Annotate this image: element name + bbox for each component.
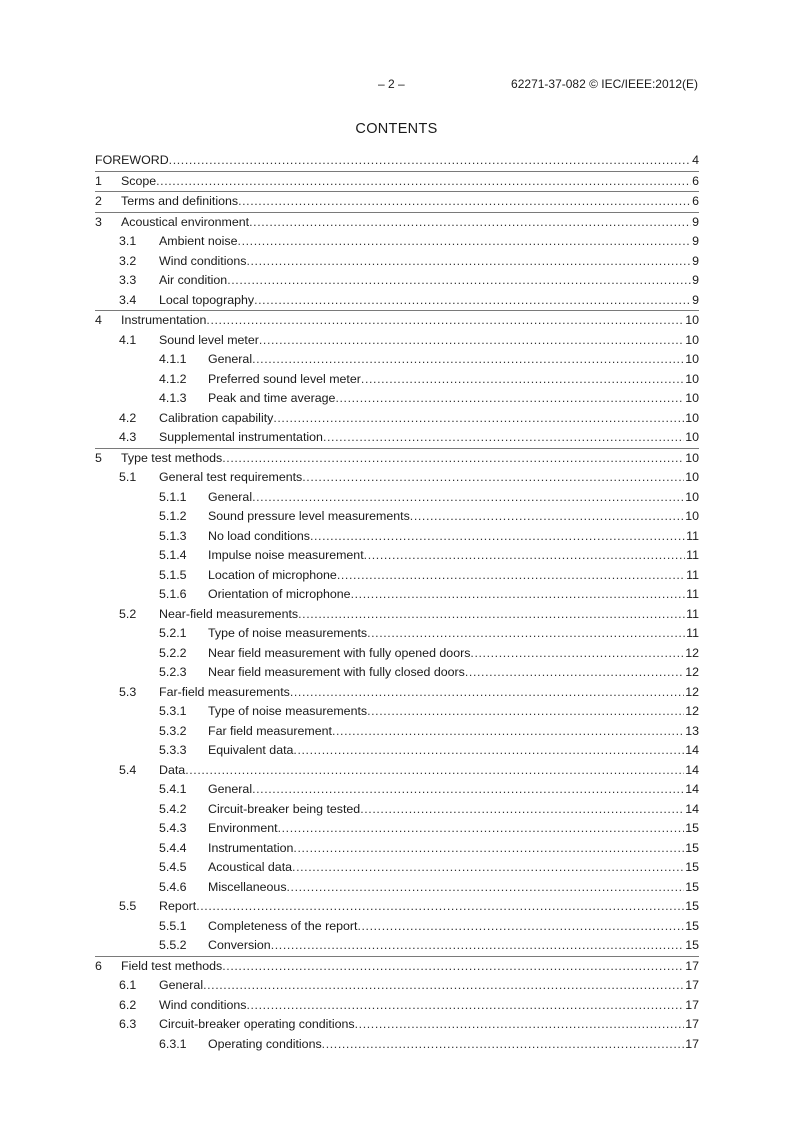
toc-entry-number: 6: [95, 958, 102, 973]
dot-leader: [278, 819, 685, 839]
toc-entry[interactable]: [95, 350, 699, 370]
toc-entry[interactable]: [95, 976, 699, 996]
toc-entry-label: Completeness of the report: [208, 918, 358, 933]
toc-entry-label: Preferred sound level meter: [208, 371, 361, 386]
dot-leader: [470, 644, 684, 664]
toc-entry-page: 11: [686, 587, 699, 601]
toc-entry-label: Near field measurement with fully opened doors: [208, 645, 471, 660]
toc-entry-line: [121, 449, 699, 469]
toc-entry-number: 5.5.1: [159, 918, 187, 933]
dot-leader: [206, 311, 684, 331]
toc-entry-number: 4: [95, 313, 102, 327]
toc-entry-number: 4.1: [119, 332, 137, 347]
toc-entry-line: [159, 409, 699, 429]
toc-entry-label: General: [208, 782, 253, 796]
toc-entry-line: [208, 644, 699, 664]
toc-entry-label: Near-field measurements: [159, 606, 299, 621]
toc-entry-line: [208, 546, 699, 566]
toc-entry[interactable]: [95, 370, 699, 390]
toc-entry-label: Circuit-breaker operating conditions: [159, 1017, 355, 1031]
toc-entry-number: 5.4: [119, 762, 137, 777]
toc-entry[interactable]: [95, 702, 699, 722]
toc-entry-line: [159, 1015, 699, 1035]
dot-leader: [335, 389, 684, 409]
toc-entry[interactable]: [95, 172, 699, 193]
toc-entry-label: Orientation of microphone: [208, 587, 351, 601]
toc-entry[interactable]: [95, 722, 699, 742]
toc-entry[interactable]: [95, 761, 699, 781]
toc-entry-page: 10: [685, 430, 699, 444]
toc-entry-label: Wind conditions: [159, 253, 247, 268]
dot-leader: [185, 761, 684, 781]
toc-entry-label: General test requirements: [159, 470, 303, 484]
toc-entry[interactable]: [95, 449, 699, 469]
toc-entry-line: [208, 370, 699, 390]
toc-entry[interactable]: [95, 800, 699, 820]
toc-entry[interactable]: [95, 819, 699, 839]
toc-entry-line: [208, 839, 699, 859]
toc-entry-page: 10: [685, 371, 699, 386]
toc-entry-line: [208, 878, 699, 898]
toc-entry[interactable]: [95, 663, 699, 683]
toc-entry-line: [159, 683, 699, 703]
toc-entry-page: 15: [685, 899, 699, 913]
dot-leader: [367, 702, 684, 722]
toc-entry-page: 13: [685, 723, 699, 738]
toc-entry[interactable]: [95, 605, 699, 625]
toc-entry-number: 6.3: [119, 1017, 137, 1031]
toc-entry-page: 10: [685, 352, 699, 366]
toc-entry-line: [208, 350, 699, 370]
toc-entry-line: [121, 957, 699, 977]
toc-entry-label: Type of noise measurements: [208, 704, 368, 718]
toc-entry-page: 11: [686, 567, 699, 582]
toc-entry-line: [208, 936, 699, 956]
toc-entry-page: 12: [685, 645, 699, 660]
document-id: 62271-37-082 © IEC/IEEE:2012(E): [511, 77, 698, 91]
toc-entry-page: 15: [685, 879, 699, 894]
toc-entry-line: [159, 271, 699, 291]
toc-entry-page: 14: [685, 801, 699, 816]
toc-entry[interactable]: [95, 527, 699, 547]
toc-entry-page: 10: [685, 450, 699, 465]
toc-entry-page: 14: [685, 782, 699, 796]
toc-entry-label: Data: [159, 762, 186, 777]
toc-entry-page: 11: [686, 606, 699, 621]
dot-leader: [298, 605, 685, 625]
dot-leader: [273, 409, 684, 429]
toc-entry-number: 5.2: [119, 606, 137, 621]
toc-entry-line: [208, 917, 699, 937]
toc-entry-page: 9: [692, 214, 699, 229]
dot-leader: [410, 507, 684, 527]
toc-entry-label: Wind conditions: [159, 997, 247, 1012]
toc-entry-number: 5.3.1: [159, 704, 187, 718]
toc-entry-label: Supplemental instrumentation: [159, 430, 323, 444]
toc-entry-page: 9: [692, 273, 699, 287]
toc-entry-label: Operating conditions: [208, 1036, 322, 1051]
toc-entry[interactable]: [95, 291, 699, 312]
toc-entry-label: Far field measurement: [208, 723, 332, 738]
toc-entry[interactable]: [95, 468, 699, 488]
toc-entry[interactable]: [95, 936, 699, 957]
dot-leader: [323, 428, 684, 448]
toc-entry-line: [208, 663, 699, 683]
toc-entry-label: Instrumentation: [121, 313, 207, 327]
toc-entry-number: 5.4.6: [159, 879, 187, 894]
dot-leader: [287, 878, 685, 898]
toc-entry-page: 14: [685, 743, 699, 757]
toc-entry-number: 3: [95, 214, 102, 229]
toc-entry-line: [208, 800, 699, 820]
toc-entry-page: 12: [685, 684, 699, 699]
toc-entry[interactable]: [95, 192, 699, 213]
toc-entry-number: 5.4.2: [159, 801, 187, 816]
toc-entry-label: Report: [159, 899, 197, 913]
toc-entry-label: Near field measurement with fully closed doors: [208, 665, 465, 679]
toc-entry[interactable]: [95, 1015, 699, 1035]
toc-entry-number: 5: [95, 450, 102, 465]
dot-leader: [355, 1015, 685, 1035]
toc-entry-label: Local topography: [159, 292, 255, 307]
toc-entry-label: FOREWORD: [95, 153, 169, 167]
toc-entry-number: 5.4.1: [159, 782, 187, 796]
dot-leader: [246, 996, 684, 1016]
toc-entry-number: 6.3.1: [159, 1036, 187, 1051]
toc-entry[interactable]: [95, 741, 699, 761]
toc-entry-page: 10: [685, 332, 699, 347]
toc-entry-line: [208, 389, 699, 409]
toc-entry-line: [208, 741, 699, 761]
dot-leader: [337, 566, 685, 586]
toc-entry[interactable]: [95, 428, 699, 449]
dot-leader: [259, 331, 684, 351]
dot-leader: [271, 936, 685, 956]
toc-entry[interactable]: [95, 780, 699, 800]
toc-entry-label: Peak and time average: [208, 391, 336, 405]
toc-entry[interactable]: [95, 996, 699, 1016]
toc-entry[interactable]: [95, 917, 699, 937]
toc-entry[interactable]: [95, 546, 699, 566]
dot-leader: [203, 976, 684, 996]
toc-entry-number: 5.2.1: [159, 626, 187, 640]
toc-entry[interactable]: [95, 311, 699, 331]
toc-entry-page: 6: [692, 194, 699, 208]
toc-entry-label: Acoustical data: [208, 860, 293, 874]
toc-entry-label: Acoustical environment: [121, 214, 250, 229]
dot-leader: [302, 468, 684, 488]
toc-entry-line: [208, 819, 699, 839]
toc-entry-number: 4.1.2: [159, 371, 187, 386]
dot-leader: [252, 488, 684, 508]
toc-entry[interactable]: [95, 488, 699, 508]
toc-entry-number: 5.4.5: [159, 860, 187, 874]
toc-entry[interactable]: [95, 683, 699, 703]
toc-entry[interactable]: [95, 271, 699, 291]
toc-entry-page: 14: [685, 762, 699, 777]
toc-entry-page: 6: [692, 173, 699, 188]
toc-entry-label: General: [159, 978, 204, 992]
dot-leader: [292, 858, 684, 878]
toc-entry-number: 5.1.5: [159, 567, 187, 582]
toc-entry[interactable]: [95, 331, 699, 351]
dot-leader: [361, 370, 684, 390]
toc-entry[interactable]: [95, 409, 699, 429]
toc-entry[interactable]: [95, 897, 699, 917]
toc-entry-page: 15: [685, 860, 699, 874]
dot-leader: [310, 527, 685, 547]
toc-entry-label: Type of noise measurements: [208, 626, 368, 640]
toc-entry-number: 5.1.3: [159, 528, 187, 543]
dot-leader: [293, 741, 684, 761]
toc-entry[interactable]: [95, 252, 699, 272]
dot-leader: [367, 624, 685, 644]
toc-entry[interactable]: [95, 878, 699, 898]
toc-entry[interactable]: [95, 151, 699, 172]
dot-leader: [252, 350, 684, 370]
toc-entry-number: 5.1: [119, 470, 137, 484]
toc-entry-line: [159, 976, 699, 996]
toc-entry-label: Scope: [121, 173, 157, 188]
toc-entry-page: 4: [692, 153, 699, 167]
dot-leader: [196, 897, 684, 917]
toc-entry-line: [208, 624, 699, 644]
dot-leader: [238, 192, 691, 212]
toc-entry-page: 10: [685, 470, 699, 484]
toc-entry-number: 6.2: [119, 997, 137, 1012]
toc-entry-line: [159, 605, 699, 625]
toc-entry-number: 4.3: [119, 430, 137, 444]
toc-entry-page: 17: [685, 958, 699, 973]
toc-entry-line: [121, 213, 699, 233]
toc-entry-line: [208, 488, 699, 508]
toc-entry-page: 11: [686, 548, 699, 562]
table-of-contents: [95, 151, 699, 1054]
dot-leader: [246, 252, 691, 272]
toc-entry-label: Air condition: [159, 273, 228, 287]
dot-leader: [252, 780, 684, 800]
toc-entry-page: 10: [685, 313, 699, 327]
toc-entry[interactable]: [95, 839, 699, 859]
dot-leader: [169, 151, 691, 171]
toc-entry-line: [208, 507, 699, 527]
toc-entry-line: [159, 331, 699, 351]
toc-entry[interactable]: [95, 644, 699, 664]
toc-entry-number: 6.1: [119, 978, 137, 992]
dot-leader: [238, 232, 692, 252]
toc-entry-number: 5.3.2: [159, 723, 187, 738]
dot-leader: [364, 546, 685, 566]
toc-entry-number: 3.1: [119, 234, 137, 248]
toc-entry-number: 4.1.1: [159, 352, 187, 366]
toc-entry[interactable]: [95, 213, 699, 233]
toc-entry-page: 12: [685, 665, 699, 679]
dot-leader: [156, 172, 691, 192]
toc-entry-page: 9: [692, 253, 699, 268]
dot-leader: [293, 839, 684, 859]
toc-entry-line: [208, 566, 699, 586]
toc-entry[interactable]: [95, 624, 699, 644]
toc-entry-label: General: [208, 352, 253, 366]
toc-entry-label: Calibration capability: [159, 410, 274, 425]
toc-entry-page: 9: [692, 292, 699, 307]
toc-entry-page: 12: [685, 704, 699, 718]
toc-entry-label: General: [208, 489, 253, 504]
toc-entry-label: Sound level meter: [159, 332, 259, 347]
toc-entry-line: [208, 527, 699, 547]
toc-entry-page: 11: [686, 626, 699, 640]
toc-entry-number: 5.1.6: [159, 587, 187, 601]
toc-entry-number: 5.3.3: [159, 743, 187, 757]
toc-entry-label: Conversion: [208, 938, 271, 952]
toc-entry-line: [208, 585, 699, 605]
toc-entry-label: Circuit-breaker being tested: [208, 801, 361, 816]
toc-entry-label: Type test methods: [121, 450, 223, 465]
toc-entry-label: No load conditions: [208, 528, 310, 543]
toc-entry[interactable]: [95, 566, 699, 586]
toc-entry-number: 3.4: [119, 292, 137, 307]
toc-entry-label: Equivalent data: [208, 743, 294, 757]
toc-entry-number: 5.2.2: [159, 645, 187, 660]
toc-entry-line: [121, 192, 699, 212]
toc-entry-number: 5.3: [119, 684, 137, 699]
toc-entry-line: [208, 858, 699, 878]
toc-entry-line: [121, 172, 699, 192]
toc-entry-page: 17: [685, 1036, 699, 1051]
toc-entry-number: 3.3: [119, 273, 137, 287]
toc-entry-page: 11: [686, 528, 699, 543]
toc-entry-label: Impulse noise measurement: [208, 548, 364, 562]
toc-entry-label: Environment: [208, 821, 278, 835]
toc-entry-page: 17: [685, 978, 699, 992]
toc-entry-page: 9: [692, 234, 699, 248]
toc-entry[interactable]: [95, 232, 699, 252]
toc-entry[interactable]: [95, 585, 699, 605]
dot-leader: [357, 917, 684, 937]
toc-entry-line: [159, 252, 699, 272]
toc-entry-line: [159, 897, 699, 917]
toc-entry-page: 10: [685, 410, 699, 425]
toc-entry-number: 5.2.3: [159, 665, 187, 679]
toc-entry-number: 5.4.4: [159, 840, 187, 855]
toc-entry-number: 5.1.1: [159, 489, 187, 504]
toc-entry-page: 17: [685, 997, 699, 1012]
toc-entry-label: Instrumentation: [208, 840, 294, 855]
toc-entry-line: [159, 761, 699, 781]
toc-entry-number: 2: [95, 194, 102, 208]
dot-leader: [249, 213, 691, 233]
toc-entry-page: 15: [685, 938, 699, 952]
dot-leader: [227, 271, 691, 291]
toc-entry-page: 10: [685, 509, 699, 523]
toc-entry-number: 4.2: [119, 410, 137, 425]
toc-entry-line: [208, 1035, 699, 1055]
dot-leader: [322, 1035, 685, 1055]
toc-entry-line: [121, 311, 699, 331]
toc-entry-line: [208, 722, 699, 742]
toc-entry-line: [208, 702, 699, 722]
toc-entry[interactable]: [95, 389, 699, 409]
toc-entry-page: 15: [685, 821, 699, 835]
toc-entry-label: Terms and definitions: [121, 194, 239, 208]
toc-entry-page: 10: [685, 489, 699, 504]
toc-entry-number: 5.5: [119, 899, 137, 913]
dot-leader: [360, 800, 684, 820]
toc-entry-number: 5.4.3: [159, 821, 187, 835]
toc-entry-line: [95, 151, 699, 171]
toc-entry-page: 15: [685, 840, 699, 855]
toc-entry-label: Far-field measurements: [159, 684, 290, 699]
toc-entry-line: [159, 232, 699, 252]
toc-entry-label: Sound pressure level measurements: [208, 509, 410, 523]
toc-entry-line: [208, 780, 699, 800]
toc-entry[interactable]: [95, 507, 699, 527]
toc-entry-number: 4.1.3: [159, 391, 187, 405]
toc-entry-number: 5.5.2: [159, 938, 187, 952]
toc-entry-label: Ambient noise: [159, 234, 238, 248]
dot-leader: [290, 683, 684, 703]
dot-leader: [222, 957, 684, 977]
page-number: – 2 –: [378, 77, 405, 91]
toc-entry-line: [159, 291, 699, 311]
toc-entry-label: Location of microphone: [208, 567, 337, 582]
toc-entry-number: 5.1.2: [159, 509, 187, 523]
dot-leader: [254, 291, 691, 311]
dot-leader: [465, 663, 684, 683]
toc-entry-page: 17: [685, 1017, 699, 1031]
dot-leader: [222, 449, 684, 469]
page-title: CONTENTS: [355, 121, 438, 137]
toc-entry-number: 1: [95, 173, 102, 188]
toc-entry-line: [159, 428, 699, 448]
toc-entry-line: [159, 468, 699, 488]
toc-entry[interactable]: [95, 957, 699, 977]
toc-entry-number: 3.2: [119, 253, 137, 268]
toc-entry-page: 15: [685, 918, 699, 933]
toc-entry[interactable]: [95, 1035, 699, 1055]
dot-leader: [332, 722, 684, 742]
dot-leader: [351, 585, 686, 605]
toc-entry-label: Field test methods: [121, 958, 223, 973]
toc-entry[interactable]: [95, 858, 699, 878]
toc-entry-line: [159, 996, 699, 1016]
toc-entry-label: Miscellaneous: [208, 879, 287, 894]
toc-entry-number: 5.1.4: [159, 548, 187, 562]
toc-entry-page: 10: [685, 391, 699, 405]
